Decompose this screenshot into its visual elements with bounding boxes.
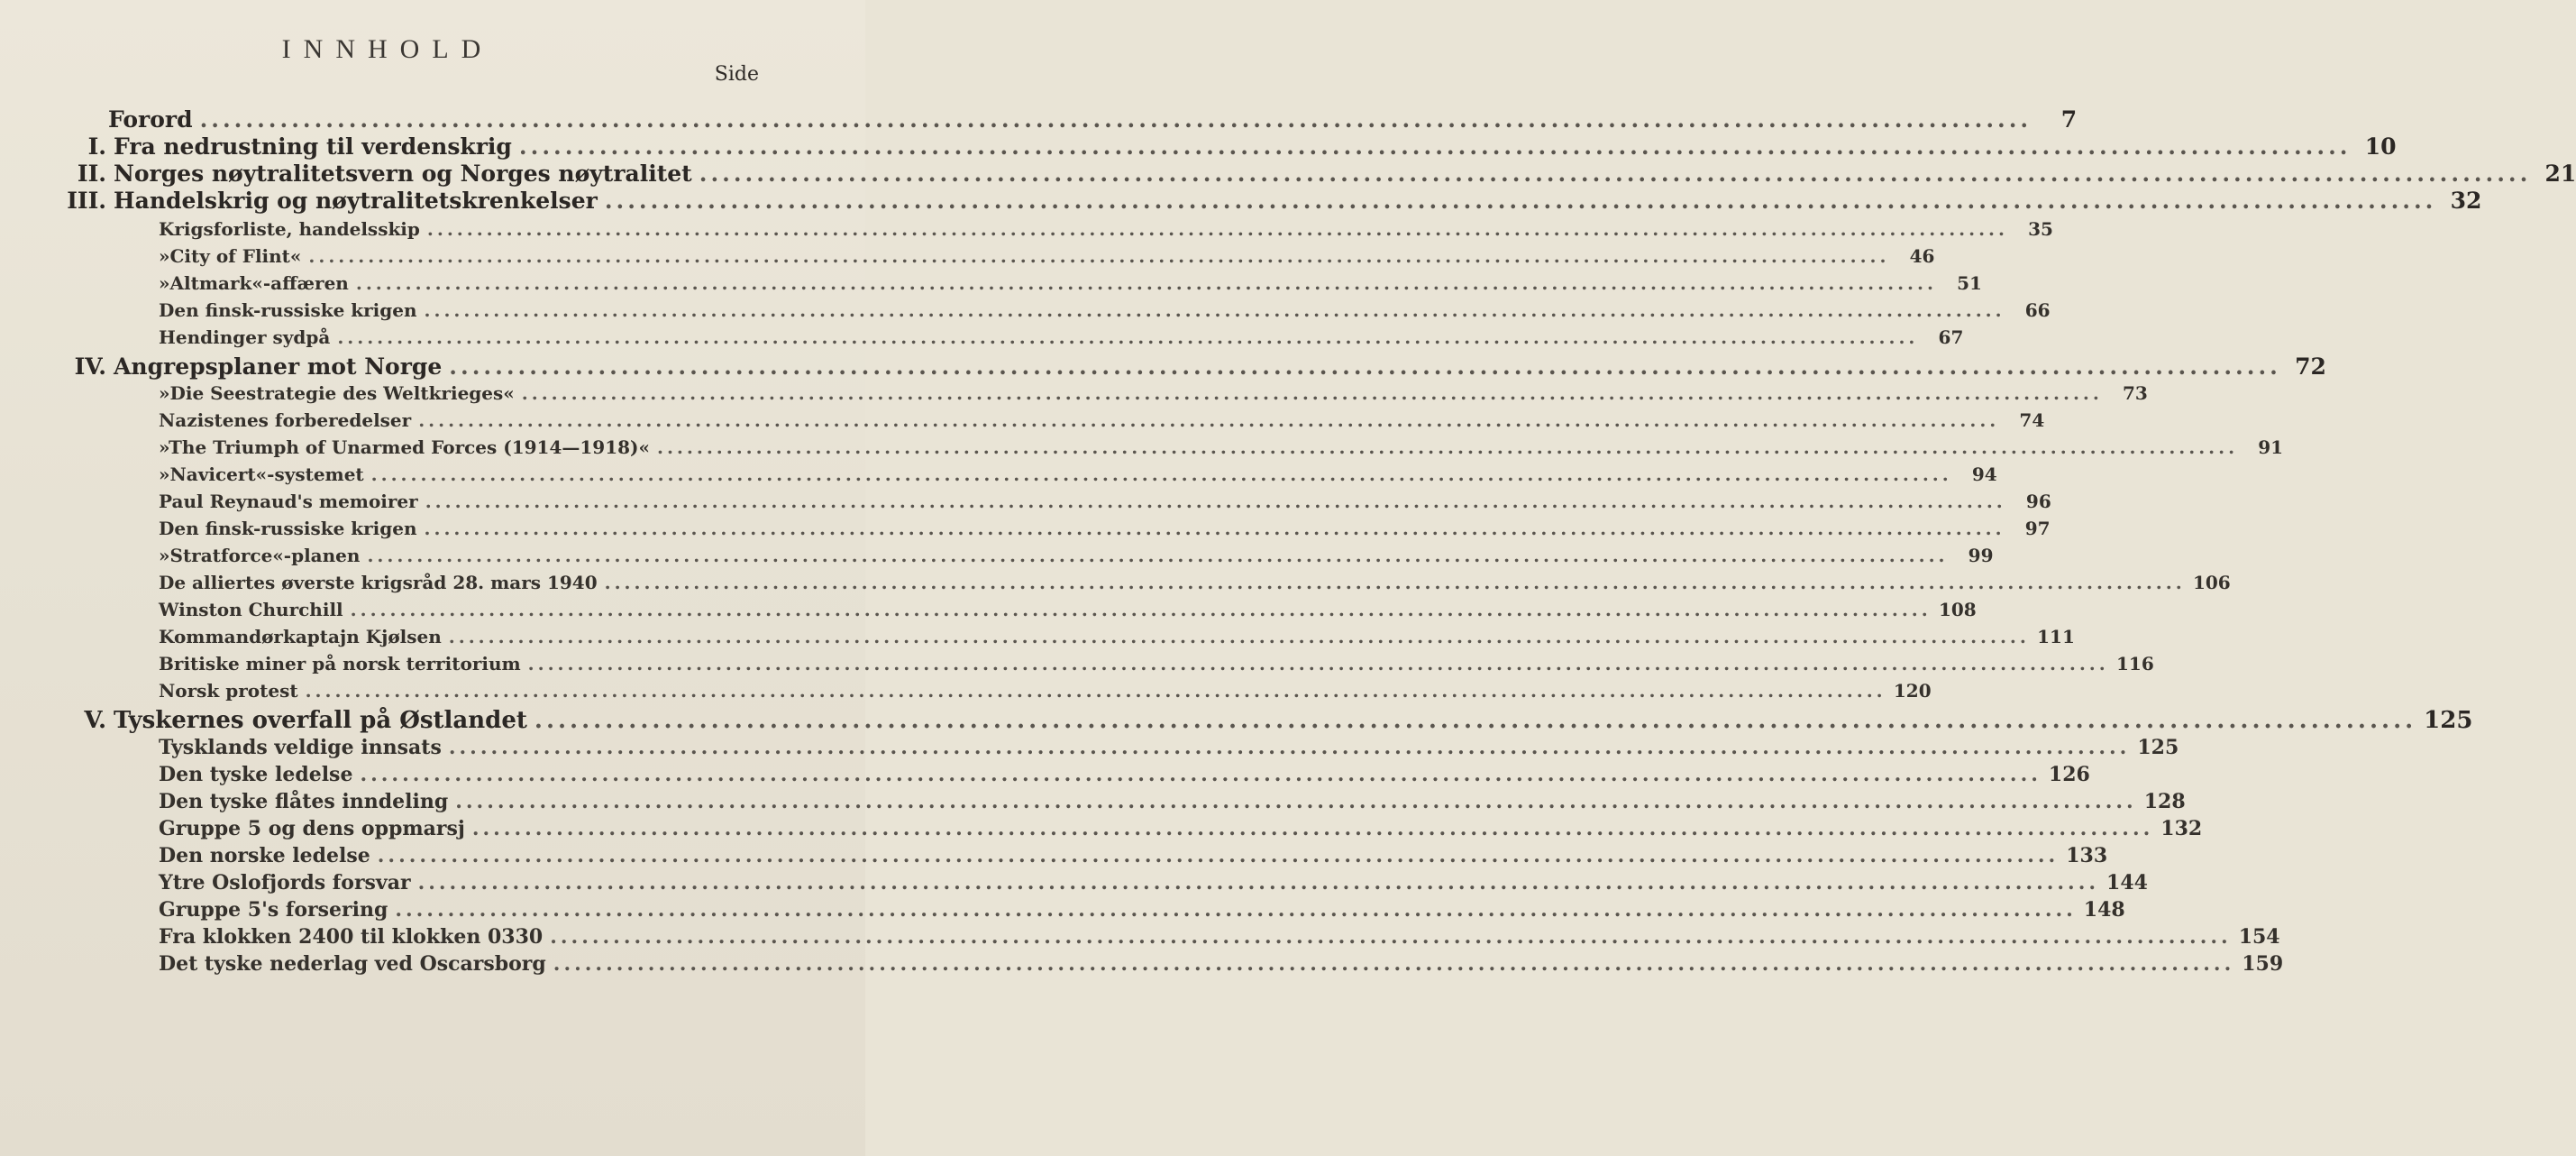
toc-entry-title: Ytre Oslofjords forsvar (159, 871, 411, 895)
toc-page-number: 67 (1938, 326, 1964, 348)
toc-entry-title: »Stratforce«-planen (159, 545, 361, 566)
toc-entry-title: Den tyske ledelse (159, 763, 353, 786)
dot-leader (427, 218, 2008, 240)
toc-section-row (0, 463, 1997, 491)
toc-section-row (0, 518, 2051, 545)
dot-leader (657, 436, 2238, 458)
dot-leader (356, 272, 1937, 294)
dot-leader (550, 925, 2231, 949)
toc-section-row (0, 817, 2203, 845)
toc-page-number: 148 (2083, 898, 2125, 922)
toc-entry-title: Det tyske nederlag ved Oscarsborg (159, 952, 546, 976)
toc-page-number: 21 (2544, 161, 2576, 187)
toc-page-number: 111 (2037, 626, 2075, 647)
toc-entry-title: Norsk protest (159, 680, 298, 702)
toc-section-row (0, 436, 2284, 463)
toc-entry-title: Fra klokken 2400 til klokken 0330 (159, 925, 544, 949)
toc-entry-title: Den norske ledelse (159, 844, 370, 867)
toc-section-row (0, 272, 1982, 299)
toc-entry-number: V. (84, 707, 106, 734)
toc-entry-title: Britiske miner på norsk territorium (159, 653, 521, 674)
dot-leader (371, 463, 1952, 485)
toc-page-number: 74 (2019, 409, 2045, 431)
toc-page-number: 159 (2242, 952, 2284, 976)
toc-page-number: 32 (2450, 188, 2482, 214)
dot-leader (425, 299, 2005, 321)
toc-section-row (0, 382, 2148, 409)
toc-entry-number: II. (77, 161, 106, 187)
toc-section-row (0, 218, 2053, 245)
toc-page-number: 97 (2024, 518, 2051, 539)
toc-page-number: 133 (2066, 844, 2108, 867)
toc-section-row (0, 925, 2280, 953)
dot-leader (519, 133, 2352, 160)
toc-section-row (0, 599, 1977, 626)
toc-entry-title: »Altmark«-affæren (159, 272, 349, 294)
toc-entry-title: Fra nedrustning til verdenskrig (114, 133, 512, 160)
toc-entry-number: I. (87, 133, 106, 160)
toc-entry-title: »The Triumph of Unarmed Forces (1914—1918)« (159, 436, 650, 458)
toc-page-number: 51 (1957, 272, 1982, 294)
toc-section-row (0, 653, 2154, 680)
dot-leader (308, 245, 1889, 267)
toc-entry-number: IV. (74, 353, 106, 380)
toc-section-row (0, 245, 1935, 272)
dot-leader (553, 952, 2234, 976)
dot-leader (418, 871, 2099, 895)
dot-leader (455, 790, 2136, 813)
dot-leader (472, 817, 2153, 840)
toc-section-row (0, 844, 2108, 872)
dot-leader (337, 326, 1918, 348)
toc-page-number: 96 (2025, 491, 2051, 512)
toc-page-number: 91 (2258, 436, 2284, 458)
toc-section-row (0, 409, 2045, 436)
toc-entry-title: Den finsk-russiske krigen (159, 518, 417, 539)
dot-leader (418, 409, 1999, 431)
toc-section-row (0, 763, 2090, 791)
toc-entry-title: Paul Reynaud's memoirer (159, 491, 418, 512)
toc-entry-title: Den finsk-russiske krigen (159, 299, 417, 321)
toc-page-number: 120 (1893, 680, 1932, 702)
toc-entry-title: »City of Flint« (159, 245, 302, 267)
toc-entry-title: De alliertes øverste krigsråd 28. mars 1940 (159, 572, 598, 593)
dot-leader (534, 707, 2416, 734)
toc-chapter-row (0, 188, 2482, 218)
toc-section-row (0, 572, 2231, 599)
toc-section-row (0, 491, 2051, 518)
page-title: INNHOLD (281, 34, 494, 64)
toc-page-number: 125 (2424, 707, 2473, 734)
toc-entry-title: Tyskernes overfall på Østlandet (114, 707, 527, 734)
toc-entry-title: Norges nøytralitetsvern og Norges nøytralitet (114, 161, 692, 187)
toc-page-number: 94 (1971, 463, 1997, 485)
toc-entry-title: Handelskrig og nøytralitetskrenkelser (114, 188, 598, 214)
toc-section-row (0, 790, 2186, 818)
toc-chapter-row (0, 707, 2473, 738)
toc-entry-title: Hendinger sydpå (159, 326, 331, 348)
toc-entry-title: »Die Seestrategie des Weltkrieges« (159, 382, 515, 404)
toc-chapter-row (0, 161, 2576, 191)
toc-page-number: 126 (2048, 763, 2090, 786)
toc-entry-title: Kommandørkaptajn Kjølsen (159, 626, 442, 647)
toc-entry-title: Gruppe 5 og dens oppmarsj (159, 817, 465, 840)
toc-entry-title: »Navicert«-systemet (159, 463, 364, 485)
toc-entry-title: Krigsforliste, handelsskip (159, 218, 420, 240)
dot-leader (449, 353, 2281, 380)
toc-page-number: 125 (2137, 736, 2179, 759)
toc-entry-title: Forord (108, 106, 193, 133)
toc-entry-title: Angrepsplaner mot Norge (114, 353, 443, 380)
toc-page-number: 46 (1909, 245, 1935, 267)
toc-page-number: 72 (2295, 353, 2326, 380)
toc-page-number: 108 (1938, 599, 1977, 620)
toc-page-number: 99 (1968, 545, 1994, 566)
toc-entry-title: Winston Churchill (159, 599, 343, 620)
dot-leader (351, 599, 1932, 620)
toc-section-row (0, 545, 1994, 572)
toc-page-number: 35 (2028, 218, 2053, 240)
dot-leader (425, 518, 2005, 539)
toc-page-number: 144 (2106, 871, 2148, 895)
toc-entry-title: Gruppe 5's forsering (159, 898, 388, 922)
toc-entry-number: III. (67, 188, 106, 214)
dot-leader (306, 680, 1886, 702)
dot-leader (360, 763, 2041, 786)
toc-section-row (0, 898, 2125, 926)
dot-leader (395, 898, 2076, 922)
dot-leader (200, 106, 2032, 133)
toc-chapter-row (0, 133, 2397, 164)
toc-chapter-row (0, 106, 2078, 137)
dot-leader (699, 161, 2532, 187)
dot-leader (449, 626, 2030, 647)
toc-chapter-row (0, 353, 2326, 384)
toc-section-row (0, 626, 2075, 653)
toc-section-row (0, 736, 2179, 764)
toc-section-row (0, 871, 2148, 899)
toc-entry-title: Tysklands veldige innsats (159, 736, 442, 759)
dot-leader (605, 188, 2437, 214)
toc-section-row (0, 299, 2051, 326)
toc-page-number: 128 (2143, 790, 2186, 813)
toc-entry-title: Nazistenes forberedelser (159, 409, 412, 431)
toc-page-number: 106 (2192, 572, 2231, 593)
dot-leader (425, 491, 2006, 512)
toc-section-row (0, 680, 1932, 707)
toc-page-number: 10 (2364, 133, 2397, 160)
toc-page-number: 132 (2160, 817, 2203, 840)
toc-section-row (0, 326, 1964, 353)
dot-leader (522, 382, 2103, 404)
toc-section-row (0, 952, 2284, 980)
toc-page-number: 7 (2060, 106, 2078, 133)
dot-leader (528, 653, 2109, 674)
toc-page-number: 116 (2115, 653, 2154, 674)
toc-page-number: 154 (2238, 925, 2280, 949)
toc-page-number: 66 (2024, 299, 2051, 321)
dot-leader (378, 844, 2059, 867)
toc-entry-title: Den tyske flåtes inndeling (159, 790, 449, 813)
page-column-label: Side (714, 63, 759, 86)
dot-leader (605, 572, 2186, 593)
dot-leader (449, 736, 2130, 759)
dot-leader (367, 545, 1948, 566)
toc-page-number: 73 (2122, 382, 2148, 404)
